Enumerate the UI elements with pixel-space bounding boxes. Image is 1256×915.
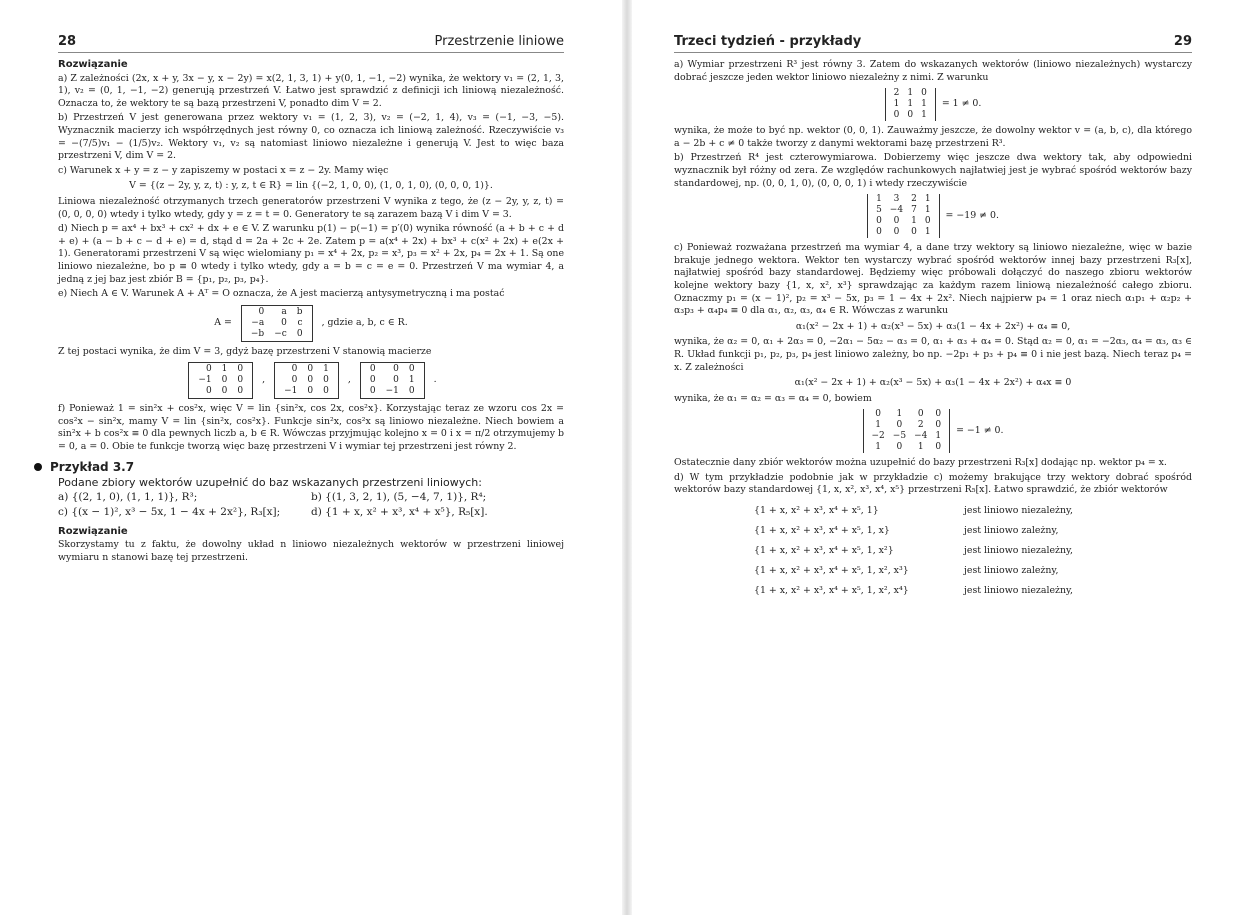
paragraph-a: a) Z zależności (2x, x + y, 3x − y, x − 2y) = x(2, 1, 3, 1) + y(0, 1, −1, −2) wynika, że wektory v₁ = (2, 1, 3, 1), v₂ = (0, 1, −1, −2) generują przestrzeń V. Łatwo jest sprawdzić z definicji ich liniową niezależność. Oznacza to, że wektory te są bazą przestrzeni V, ponadto dim V = 2. [58, 72, 564, 109]
basis-matrix-row [279, 364, 334, 375]
determinant-b-cell: 0 [911, 227, 917, 238]
determinant-b-cell: 0 [876, 227, 882, 238]
determinant-c-row [868, 431, 946, 442]
basis-matrix-cell: 1 [323, 364, 329, 375]
determinant-a-cell: 1 [907, 99, 914, 110]
example-items [58, 491, 564, 518]
determinant-c-value: = −1 ≠ 0. [956, 424, 1004, 436]
right-page-header [674, 34, 1192, 53]
set-result: jest liniowo zależny, [964, 525, 1059, 537]
determinant-c [674, 409, 1192, 453]
paragraph-b: b) Przestrzeń R⁴ jest czterowymiarowa. Dobierzemy więc jeszcze dwa wektory tak, aby odpowiedni wyznacznik był różny od zera. Ze względów rachunkowych najłatwiej jest je wybrać spośród wektorów bazy standardowej, np. (0, 0, 1, 0), (0, 0, 0, 1) i wtedy rzeczywiście [674, 152, 1192, 189]
determinant-c-row [868, 442, 946, 453]
paragraph-c: c) Ponieważ rozważana przestrzeń ma wymiar 4, a dane trzy wektory są liniowo niezależne, więc w bazie brakuje jednego wektora. Wektor ten wystarczy wybrać spośród wektorów innej bazy przestrzeni R₃[x], najłatwiej spośród bazy standardowej. Będziemy więc próbowali dołączyć do naszego zbioru wektorów kolejne wektory bazy {1, x, x², x³} sprawdzając za każdym razem liniową niezależność całego zbioru. Oznaczmy p₁ = (x − 1)², p₂ = x³ − 5x, p₃ = 1 − 4x + 2x². Niech najpierw p₄ = 1 oraz niech α₁p₁ + α₂p₂ + α₃p₃ + α₄p₄ ≡ 0 dla α₁, α₂, α₃, α₄ ∈ R. Wówczas z warunku [674, 242, 1192, 317]
page-number: 28 [58, 34, 77, 49]
basis-matrix-cell: 0 [237, 375, 244, 386]
basis-matrix-cell: 0 [307, 375, 314, 386]
basis-separator: , [262, 374, 266, 386]
determinant-b-cell: 1 [924, 205, 931, 216]
determinant-a-matrix [885, 88, 936, 121]
basis-matrix-cell: 0 [205, 386, 212, 397]
determinant-c-cell: 0 [935, 420, 942, 431]
determinant-c-row [868, 420, 946, 431]
determinant-c-cell: 0 [917, 409, 924, 420]
basis-end: . [433, 374, 437, 386]
determinant-c-cell: 1 [896, 409, 903, 420]
basis-matrix-cell: 0 [307, 386, 314, 397]
matrix-A-cell: b [296, 306, 303, 317]
determinant-b-row [872, 194, 934, 205]
right-body [674, 59, 1192, 601]
basis-matrix-row [365, 364, 420, 375]
list-item [754, 561, 1192, 581]
matrix-A [241, 305, 313, 342]
list-item [754, 521, 1192, 541]
determinant-b-cell: 3 [893, 194, 900, 205]
basis-matrix-cell: −1 [284, 386, 298, 397]
basis-matrix-3 [360, 362, 425, 399]
matrix-A-cell: −a [251, 317, 265, 328]
determinant-b-row [872, 227, 934, 238]
paragraph-a2: wynika, że może to być np. wektor (0, 0, 1). Zauważmy jeszcze, że dowolny wektor v = (a, b, c), dla którego a − 2b + c ≠ 0 także tworzy z danymi wektorami bazę przestrzeni R³. [674, 125, 1192, 149]
matrix-A-cell: −c [274, 328, 287, 339]
matrix-A-cell: c [297, 317, 303, 328]
determinant-a-cell: 0 [893, 110, 900, 121]
paragraph-c2: wynika, że α₂ = 0, α₁ + 2α₃ = 0, −2α₁ − 5α₂ − α₃ = 0, α₁ + α₃ + α₄ = 0. Stąd α₂ = 0, α₁ = −2α₃, α₄ = α₃, α₃ ∈ R. Układ funkcji p₁, p₂, p₃, p₄ jest liniowo zależny, bo np. −2p₁ + p₃ + p₄ ≡ 0 i nie jest bazą. Niech teraz p₄ = x. Z zależności [674, 336, 1192, 373]
determinant-b-cell: 7 [911, 205, 917, 216]
determinant-b-matrix [867, 194, 939, 238]
equation-c: V = {(z − 2y, y, z, t) : y, z, t ∈ R} = lin {(−2, 1, 0, 0), (1, 0, 1, 0), (0, 0, 0, 1)}. [129, 180, 493, 192]
basis-matrix-cell: 0 [393, 375, 399, 386]
example-title-text: Przykład 3.7 [50, 459, 135, 474]
basis-matrix-cell: 0 [369, 364, 376, 375]
equation-e-rhs: , gdzie a, b, c ∈ R. [321, 316, 408, 328]
running-title: Przestrzenie liniowe [434, 34, 564, 49]
equation-e [58, 305, 564, 342]
matrix-A-cell: 0 [258, 306, 265, 317]
determinant-b [674, 194, 1192, 238]
equation-c1: α₁(x² − 2x + 1) + α₂(x³ − 5x) + α₃(1 − 4x + 2x²) + α₄ ≡ 0, [795, 320, 1071, 332]
determinant-a-cell: 1 [921, 99, 927, 110]
determinant-a-cell: 1 [907, 88, 914, 99]
matrix-A-cell: a [281, 306, 287, 317]
determinant-c-cell: −2 [871, 431, 885, 442]
left-page-header [58, 34, 564, 53]
determinant-b-cell: 1 [924, 227, 931, 238]
solution2-heading: Rozwiązanie [58, 525, 128, 537]
basis-matrix-cell: 0 [291, 364, 298, 375]
determinant-c-cell: 1 [935, 431, 942, 442]
paragraph-c2: Liniowa niezależność otrzymanych trzech generatorów przestrzeni V wynika z tego, że (z − 2y, y, z, t) = (0, 0, 0, 0) wtedy i tylko wtedy, gdy y = z = t = 0. Generatory te są zarazem bazą V i dim V = 3. [58, 195, 564, 220]
bullet-icon [34, 463, 42, 471]
matrix-A-cell: 0 [281, 317, 287, 328]
determinant-c-cell: 1 [917, 442, 924, 453]
basis-matrix-1 [188, 362, 253, 399]
paragraph-d: d) W tym przykładzie podobnie jak w przykładzie c) możemy brakujące trzy wektory dobrać spośród wektorów bazy standardowej {1, x, x², x³, x⁴, x⁵} przestrzeni R₅[x]. Łatwo sprawdzić, że zbiór wektorów [674, 471, 1192, 496]
basis-matrix-cell: 0 [221, 375, 228, 386]
set-result: jest liniowo niezależny, [964, 585, 1074, 597]
determinant-c-row [868, 409, 946, 420]
matrix-A-row [246, 318, 308, 329]
example-item: b) {(1, 3, 2, 1), (5, −4, 7, 1)}, R⁴; [311, 490, 487, 503]
right-page [628, 0, 1256, 915]
determinant-b-cell: 2 [911, 194, 917, 205]
list-item [754, 581, 1192, 601]
set-result: jest liniowo niezależny, [964, 505, 1074, 517]
basis-matrix-cell: 0 [369, 375, 376, 386]
determinant-b-cell: 1 [911, 216, 917, 227]
determinant-a-cell: 2 [893, 88, 900, 99]
paragraph-d: d) Niech p = ax⁴ + bx³ + cx² + dx + e ∈ V. Z warunku p(1) − p(−1) = p′(0) wynika równość (a + b + c + d + e) + (a − b + c − d + e) = d, stąd d = 2a + 2c + 2e. Zatem p = a(x⁴ + 2x) + bx³ + c(x² + 2x) + e(2x + 1). Generatorami przestrzeni V są więc wielomiany p₁ = x⁴ + 2x, p₂ = x³, p₃ = x² + 2x, p₄ = 2x + 1. Są one liniowo niezależne, bo p ≡ 0 wtedy i tylko wtedy, gdy a = b = c = e = 0. Przestrzeń V ma wymiar 4, a jedną z jej baz jest zbiór B = {p₁, p₂, p₃, p₄}. [58, 223, 564, 285]
list-item [754, 541, 1192, 561]
basis-matrix-row [279, 375, 334, 386]
basis-matrix-row [193, 364, 248, 375]
paragraph-f: f) Ponieważ 1 = sin²x + cos²x, więc V = lin {sin²x, cos 2x, cos²x}. Korzystając teraz ze wzoru cos 2x = cos²x − sin²x, mamy V = lin {sin²x, cos²x}. Funkcje sin²x, cos²x są liniowo niezależne. Niech bowiem a sin²x + b cos²x ≡ 0 dla pewnych liczb a, b ∈ R. Wówczas przyjmując kolejno x = 0 i x = π/2 otrzymujemy b = 0, a = 0. Obie te funkcje tworzą więc bazę przestrzeni V i wymiar tej przestrzeni jest równy 2. [58, 403, 564, 453]
example-title [34, 460, 564, 474]
paragraph-c4: Ostatecznie dany zbiór wektorów można uzupełnić do bazy przestrzeni R₃[x] dodając np. wektor p₄ = x. [674, 457, 1167, 469]
example-block [50, 459, 564, 518]
basis-matrix-row [365, 386, 420, 397]
set-expression: {1 + x, x² + x³, x⁴ + x⁵, 1, x², x⁴} [754, 585, 909, 597]
determinant-a-row [890, 99, 931, 110]
determinant-b-cell: 0 [893, 216, 900, 227]
determinant-a-cell: 0 [907, 110, 914, 121]
basis-matrix-row [279, 386, 334, 397]
paragraph-e: e) Niech A ∈ V. Warunek A + Aᵀ = O oznacza, że A jest macierzą antysymetryczną i ma postać [58, 288, 505, 300]
basis-matrix-row [193, 386, 248, 397]
basis-matrix-cell: 0 [323, 386, 329, 397]
paragraph-a: a) Wymiar przestrzeni R³ jest równy 3. Zatem do wskazanych wektorów (liniowo niezależnych) wystarczy dobrać jeszcze jeden wektor liniowo niezależny z nimi. Z warunku [674, 59, 1192, 83]
determinant-c-cell: 0 [896, 420, 903, 431]
basis-separator: , [347, 374, 351, 386]
example-intro: Podane zbiory wektorów uzupełnić do baz wskazanych przestrzeni liniowych: [58, 475, 482, 489]
basis-matrix-row [193, 375, 248, 386]
determinant-c-cell: 1 [875, 420, 881, 431]
basis-matrix-cell: 0 [408, 364, 415, 375]
determinant-b-cell: 0 [876, 216, 882, 227]
determinant-a-cell: 1 [893, 99, 900, 110]
set-expression: {1 + x, x² + x³, x⁴ + x⁵, 1} [754, 505, 879, 517]
determinant-b-cell: 0 [924, 216, 931, 227]
basis-matrices [58, 362, 564, 399]
determinant-c-cell: 2 [917, 420, 924, 431]
equation-e-lhs: A = [214, 316, 232, 328]
set-result: jest liniowo zależny, [964, 565, 1059, 577]
basis-matrix-cell: −1 [385, 386, 399, 397]
vector-sets-list [754, 501, 1192, 601]
determinant-b-cell: −4 [889, 205, 904, 216]
matrix-A-row [246, 307, 308, 318]
basis-matrix-cell: 1 [221, 364, 228, 375]
determinant-a-row [890, 88, 931, 99]
page-number: 29 [1173, 34, 1192, 49]
basis-matrix-2 [274, 362, 339, 399]
set-expression: {1 + x, x² + x³, x⁴ + x⁵, 1, x²} [754, 545, 894, 557]
paragraph-solution2: Skorzystamy tu z faktu, że dowolny układ n liniowo niezależnych wektorów w przestrzeni liniowej wymiaru n stanowi bazę tej przestrzeni. [58, 539, 564, 563]
set-expression: {1 + x, x² + x³, x⁴ + x⁵, 1, x², x³} [754, 565, 909, 577]
example-item: c) {(x − 1)², x³ − 5x, 1 − 4x + 2x²}, R₃[x]; [58, 505, 281, 518]
matrix-A-cell: −b [250, 328, 265, 339]
paragraph-c: c) Warunek x + y = z − y zapiszemy w postaci x = z − 2y. Mamy więc [58, 164, 389, 176]
running-title: Trzeci tydzień - przykłady [674, 34, 862, 49]
example-item: d) {1 + x, x² + x³, x⁴ + x⁵}, R₅[x]. [311, 505, 488, 518]
basis-matrix-cell: 0 [237, 364, 244, 375]
basis-matrix-cell: −1 [198, 375, 212, 386]
paragraph-b: b) Przestrzeń V jest generowana przez wektory v₁ = (1, 2, 3), v₂ = (−2, 1, 4), v₃ = (−1, −3, −5). Wyznacznik macierzy ich współrzędnych jest równy 0, co oznacza ich liniową zależność. Rzeczywiście v₃ = −(7/5)v₁ − (1/5)v₂. Wektory v₁, v₂ są natomiast liniowo niezależne i generują V. Jest to więc baza przestrzeni V, dim V = 2. [58, 112, 564, 162]
determinant-b-cell: 5 [876, 205, 882, 216]
determinant-c-cell: 0 [875, 409, 881, 420]
basis-matrix-cell: 0 [307, 364, 314, 375]
determinant-b-row [872, 216, 934, 227]
determinant-c-matrix [863, 409, 951, 453]
basis-matrix-cell: 0 [221, 386, 228, 397]
solution-heading: Rozwiązanie [58, 59, 128, 70]
list-item [754, 501, 1192, 521]
determinant-c-cell: 1 [875, 442, 881, 453]
basis-matrix-cell: 1 [408, 375, 415, 386]
determinant-b-value: = −19 ≠ 0. [945, 209, 999, 221]
determinant-a-value: = 1 ≠ 0. [941, 98, 982, 110]
determinant-c-cell: −5 [892, 431, 907, 442]
basis-matrix-cell: 0 [393, 364, 399, 375]
equation-c2: α₁(x² − 2x + 1) + α₂(x³ − 5x) + α₃(1 − 4x + 2x²) + α₄x ≡ 0 [794, 377, 1072, 389]
paragraph-c3: wynika, że α₁ = α₂ = α₃ = α₄ = 0, bowiem [674, 392, 872, 404]
determinant-a-cell: 0 [921, 88, 927, 99]
determinant-a-cell: 1 [921, 110, 927, 121]
set-result: jest liniowo niezależny, [964, 545, 1074, 557]
basis-matrix-cell: 0 [408, 386, 415, 397]
basis-matrix-cell: 0 [205, 364, 212, 375]
determinant-c-cell: 0 [935, 409, 942, 420]
basis-matrix-row [365, 375, 420, 386]
determinant-c-cell: −4 [914, 431, 928, 442]
determinant-c-cell: 0 [896, 442, 903, 453]
matrix-A-row [246, 329, 308, 340]
basis-matrix-cell: 0 [237, 386, 244, 397]
solution2 [58, 526, 564, 565]
basis-matrix-cell: 0 [369, 386, 376, 397]
left-body [58, 59, 564, 454]
determinant-b-cell: 1 [876, 194, 882, 205]
basis-matrix-cell: 0 [323, 375, 329, 386]
determinant-c-cell: 0 [935, 442, 942, 453]
basis-matrix-cell: 0 [291, 375, 298, 386]
determinant-a-row [890, 110, 931, 121]
example-item: a) {(2, 1, 0), (1, 1, 1)}, R³; [58, 490, 198, 503]
set-expression: {1 + x, x² + x³, x⁴ + x⁵, 1, x} [754, 525, 890, 537]
matrix-A-cell: 0 [296, 328, 303, 339]
determinant-b-cell: 0 [893, 227, 900, 238]
left-page [0, 0, 626, 915]
determinant-b-cell: 1 [924, 194, 931, 205]
paragraph-e2: Z tej postaci wynika, że dim V = 3, gdyż bazę przestrzeni V stanowią macierze [58, 345, 432, 357]
determinant-a [674, 88, 1192, 121]
determinant-b-row [872, 205, 934, 216]
